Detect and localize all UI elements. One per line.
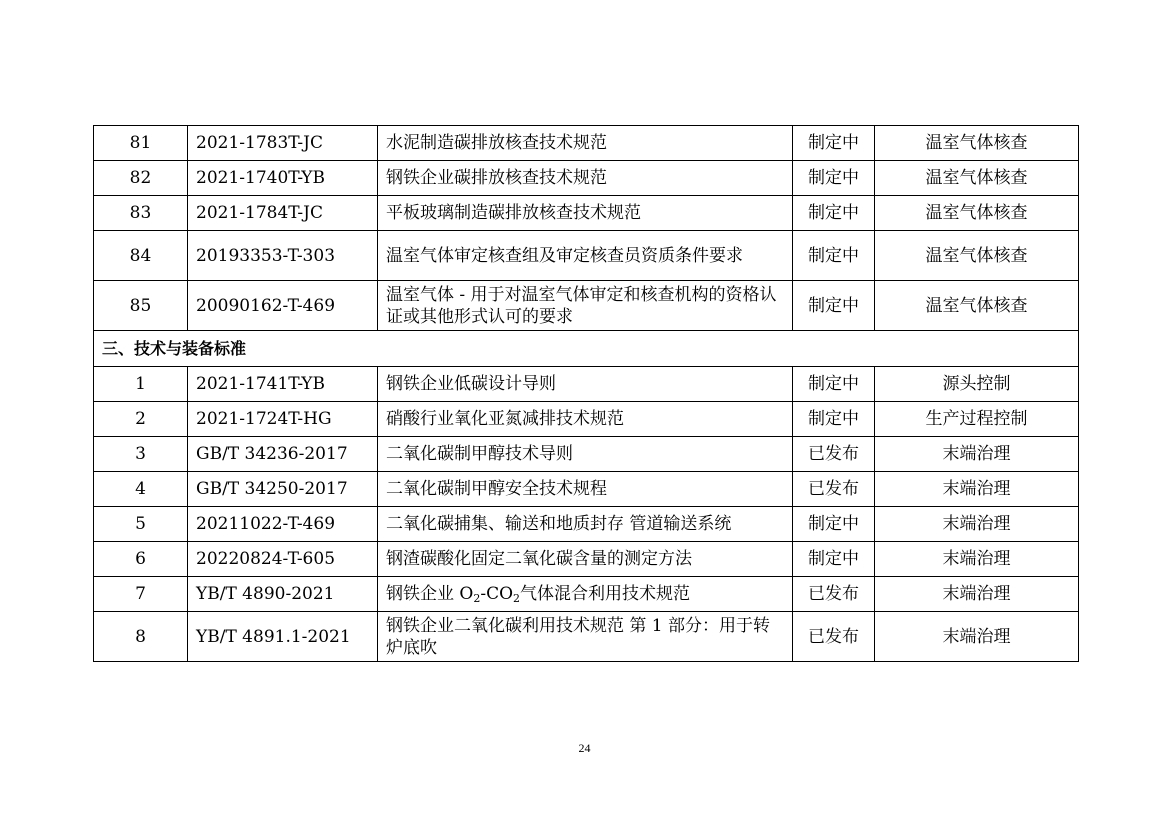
row-number: 82 [94,161,188,196]
standard-code: YB/T 4891.1-2021 [188,612,378,662]
standard-category: 源头控制 [875,367,1079,402]
standard-name: 二氧化碳制甲醇技术导则 [378,437,793,472]
standard-code: 2021-1784T-JC [188,196,378,231]
table-row [94,577,1079,612]
row-number: 6 [94,542,188,577]
table-row [94,126,1079,161]
standard-status: 已发布 [793,472,875,507]
standard-category: 末端治理 [875,472,1079,507]
standard-status: 制定中 [793,507,875,542]
standard-code: 2021-1741T-YB [188,367,378,402]
section-row [94,331,1079,367]
table-row [94,161,1079,196]
standard-status: 制定中 [793,367,875,402]
row-number: 7 [94,577,188,612]
standard-name [378,577,793,612]
row-number: 4 [94,472,188,507]
section-title: 三、技术与装备标准 [94,331,1079,367]
table-row [94,402,1079,437]
standards-table [93,125,1079,662]
standard-name: 钢铁企业二氧化碳利用技术规范 第 1 部分：用于转炉底吹 [378,612,793,662]
standard-status: 制定中 [793,231,875,281]
standard-name: 温室气体审定核查组及审定核查员资质条件要求 [378,231,793,281]
name-part: 气体混合利用技术规范 [520,584,691,604]
table-row [94,196,1079,231]
row-number: 5 [94,507,188,542]
row-number: 84 [94,231,188,281]
table-row [94,231,1079,281]
standard-category: 温室气体核查 [875,126,1079,161]
standard-category: 末端治理 [875,612,1079,662]
standard-status: 制定中 [793,542,875,577]
row-number: 3 [94,437,188,472]
standard-category: 温室气体核查 [875,196,1079,231]
standard-category: 末端治理 [875,437,1079,472]
standard-name: 二氧化碳制甲醇安全技术规程 [378,472,793,507]
standard-name: 钢铁企业低碳设计导则 [378,367,793,402]
standard-name: 二氧化碳捕集、输送和地质封存 管道输送系统 [378,507,793,542]
standard-category: 末端治理 [875,542,1079,577]
standard-status: 制定中 [793,196,875,231]
standard-category: 温室气体核查 [875,231,1079,281]
standard-code: 2021-1724T-HG [188,402,378,437]
standard-name: 温室气体 - 用于对温室气体审定和核查机构的资格认证或其他形式认可的要求 [378,281,793,331]
standard-code: 2021-1740T-YB [188,161,378,196]
name-part: -CO [480,584,514,604]
standard-status: 制定中 [793,402,875,437]
row-number: 8 [94,612,188,662]
standard-name: 硝酸行业氧化亚氮减排技术规范 [378,402,793,437]
standard-category: 生产过程控制 [875,402,1079,437]
table-row [94,542,1079,577]
row-number: 83 [94,196,188,231]
subscript: 2 [473,592,481,605]
standard-code: GB/T 34250-2017 [188,472,378,507]
row-number: 1 [94,367,188,402]
row-number: 2 [94,402,188,437]
standard-category: 末端治理 [875,577,1079,612]
standard-status: 已发布 [793,577,875,612]
table-row [94,507,1079,542]
standard-name: 水泥制造碳排放核查技术规范 [378,126,793,161]
row-number: 81 [94,126,188,161]
standard-code: 20090162-T-469 [188,281,378,331]
standard-code: 20220824-T-605 [188,542,378,577]
standard-status: 制定中 [793,126,875,161]
standard-status: 制定中 [793,161,875,196]
table-row [94,437,1079,472]
standard-status: 已发布 [793,612,875,662]
table-row [94,472,1079,507]
standard-category: 温室气体核查 [875,161,1079,196]
name-part: 钢铁企业 O [386,584,474,604]
table-row [94,367,1079,402]
page-number: 24 [578,741,591,755]
standard-name: 平板玻璃制造碳排放核查技术规范 [378,196,793,231]
standard-name: 钢渣碳酸化固定二氧化碳含量的测定方法 [378,542,793,577]
standard-status: 制定中 [793,281,875,331]
table-row [94,281,1079,331]
standard-category: 温室气体核查 [875,281,1079,331]
subscript: 2 [513,592,521,605]
standard-code: 20193353-T-303 [188,231,378,281]
standard-code: YB/T 4890-2021 [188,577,378,612]
standard-code: 20211022-T-469 [188,507,378,542]
table-row [94,612,1079,662]
standard-category: 末端治理 [875,507,1079,542]
standard-code: 2021-1783T-JC [188,126,378,161]
row-number: 85 [94,281,188,331]
standard-status: 已发布 [793,437,875,472]
standard-code: GB/T 34236-2017 [188,437,378,472]
standard-name: 钢铁企业碳排放核查技术规范 [378,161,793,196]
